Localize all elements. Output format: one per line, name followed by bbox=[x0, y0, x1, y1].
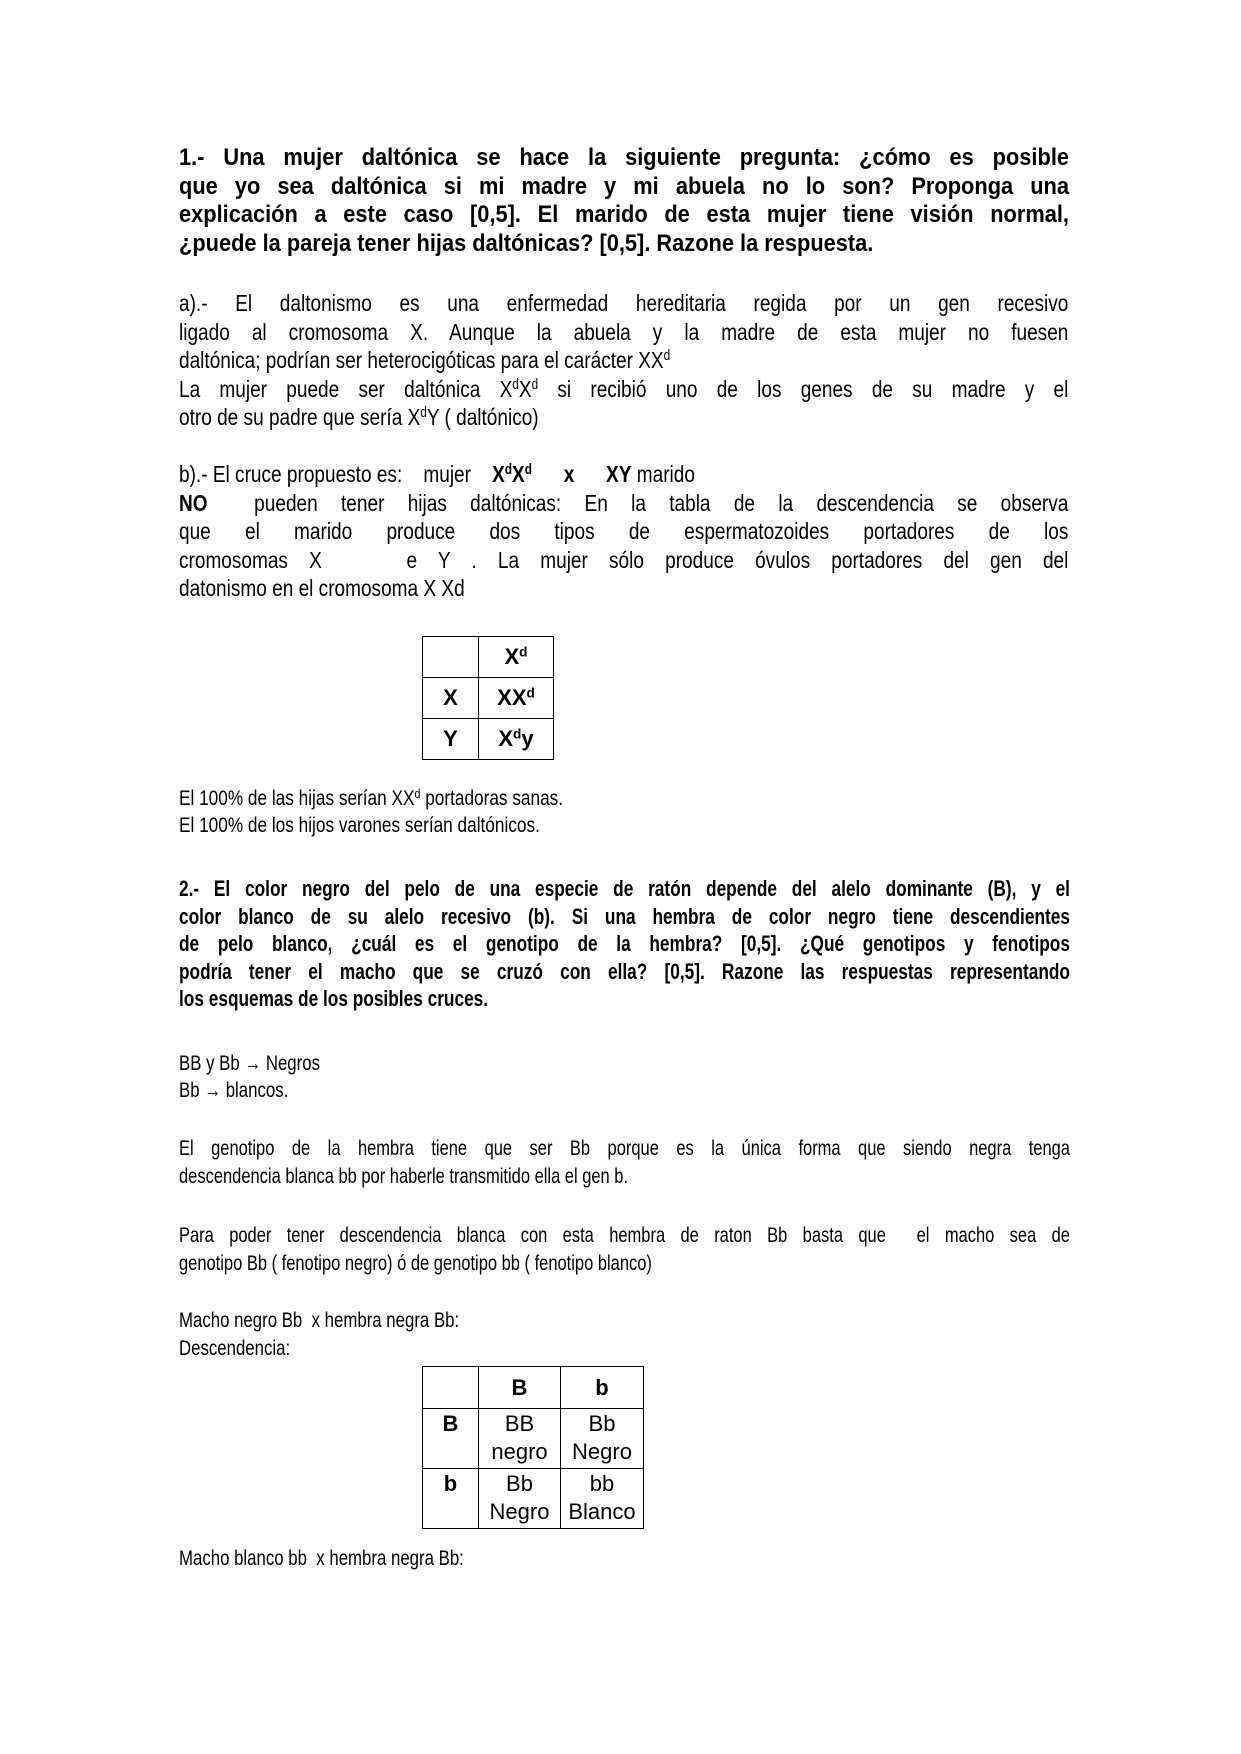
table-header-cell: b bbox=[561, 1367, 644, 1409]
answer-b-line: datonismo en el cromosoma X Xd bbox=[179, 575, 465, 602]
male-genotype: XY bbox=[606, 461, 632, 487]
paragraph-line: Para poder tener descendencia blanca con esta hembra de raton Bb basta que el macho sea de bbox=[179, 1224, 1070, 1247]
male-options-explanation bbox=[179, 1222, 1069, 1277]
paragraph-line: genotipo Bb ( fenotipo negro) ó de genotipo bb ( fenotipo blanco) bbox=[179, 1251, 652, 1275]
question-2-line: los esquemas de los posibles cruces. bbox=[179, 986, 489, 1012]
paragraph-line: descendencia blanca bb por haberle transmitido ella el gen b. bbox=[179, 1164, 629, 1188]
table-cell: Bb Negro bbox=[479, 1469, 561, 1529]
question-1-line: que yo sea daltónica si mi madre y mi abuela no lo son? Proponga una bbox=[179, 172, 1069, 200]
result-line: El 100% de las hijas serían $XX^d$ portadoras sanas. bbox=[179, 785, 564, 810]
question-2 bbox=[179, 875, 1069, 1013]
question-2-line: color blanco de su alelo recesivo (b). Si una hembra de color negro tiene descendientes bbox=[179, 903, 1070, 929]
answer-b-line: cromosomas X e Y . La mujer sólo produce óvulos portadores del gen del bbox=[179, 546, 1069, 573]
arrow-right-icon: → bbox=[244, 1052, 262, 1075]
result-line: El 100% de los hijos varones serían daltónicos. bbox=[179, 814, 540, 837]
genotype-line: BB y Bb → Negros bbox=[179, 1052, 320, 1075]
cross-title: Macho blanco bb x hembra negra Bb: bbox=[179, 1547, 464, 1570]
table-row-header: X bbox=[423, 678, 479, 719]
table-row-header: b bbox=[423, 1469, 479, 1529]
question-2-line: podría tener el macho que se cruzó con ella? [0,5]. Razone las respuestas representando bbox=[179, 958, 1070, 984]
table-cell: $X^dy$ bbox=[479, 719, 554, 760]
table-header-cell: B bbox=[479, 1367, 561, 1409]
arrow-right-icon: → bbox=[204, 1079, 222, 1102]
question-2-line: de pelo blanco, ¿cuál es el genotipo de la hembra? [0,5]. ¿Qué genotipos y fenotipos bbox=[179, 931, 1070, 957]
answer-a bbox=[179, 289, 1069, 432]
female-genotype-explanation bbox=[179, 1135, 1069, 1190]
table-row-header: Y bbox=[423, 719, 479, 760]
table-corner-cell bbox=[423, 1367, 479, 1409]
table-cell: Bb Negro bbox=[561, 1409, 644, 1469]
cross-symbol: x bbox=[563, 461, 575, 487]
cross-2-heading bbox=[179, 1545, 1069, 1573]
female-genotype: $X^dX^d$ bbox=[492, 461, 532, 487]
cross-subtitle: Descendencia: bbox=[179, 1336, 291, 1360]
question-1-line: explicación a este caso [0,5]. El marido de esta mujer tiene visión normal, bbox=[179, 201, 1069, 228]
answer-a-line: daltónica; podrían ser heterocigóticas para el carácter $XX^d$ bbox=[179, 347, 671, 374]
answer-b-line: NO pueden tener hijas daltónicas: En la tabla de la descendencia se observa bbox=[179, 489, 1069, 516]
question-1-line: 1.- Una mujer daltónica se hace la siguiente pregunta: ¿cómo es posible bbox=[179, 144, 1069, 171]
question-2-line: 2.- El color negro del pelo de una especie de ratón depende del alelo dominante (B), y el bbox=[179, 876, 1070, 901]
table-corner-cell bbox=[423, 637, 479, 678]
question-1-line: ¿puede la pareja tener hijas daltónicas? [0,5]. Razone la respuesta. bbox=[179, 229, 874, 257]
table-header-cell: $X^d$ bbox=[479, 637, 554, 678]
punnett-table-1 bbox=[422, 636, 554, 760]
answer-a-line: a).- El daltonismo es una enfermedad hereditaria regida por un gen recesivo bbox=[179, 290, 1069, 316]
punnett-table-2 bbox=[422, 1366, 644, 1529]
result-1 bbox=[179, 785, 1069, 839]
answer-a-line: La mujer puede ser daltónica $X^dX^d$ si recibió uno de los genes de su madre y el bbox=[179, 375, 1069, 402]
question-1 bbox=[179, 144, 1069, 258]
table-row-header: B bbox=[423, 1409, 479, 1469]
answer-a-line: otro de su padre que sería $X^dY$ ( daltónico) bbox=[179, 404, 539, 431]
table-cell: bb Blanco bbox=[561, 1469, 644, 1529]
answer-b-line: que el marido produce dos tipos de espermatozoides portadores de los bbox=[179, 518, 1069, 545]
answer-b-line: b).- El cruce propuesto es: mujer $X^dX^d$ x XY marido bbox=[179, 461, 695, 487]
cross-title: Macho negro Bb x hembra negra Bb: bbox=[179, 1309, 460, 1332]
answer-b bbox=[179, 460, 1069, 603]
table-cell: $XX^d$ bbox=[479, 678, 554, 719]
genotype-line: Bb → blancos. bbox=[179, 1079, 289, 1102]
table-cell: BB negro bbox=[479, 1409, 561, 1469]
cross-1-heading bbox=[179, 1307, 1069, 1362]
paragraph-line: El genotipo de la hembra tiene que ser Bb porque es la única forma que siendo negra tenga bbox=[179, 1137, 1070, 1160]
answer-a-line: ligado al cromosoma X. Aunque la abuela y la madre de esta mujer no fuesen bbox=[179, 318, 1069, 345]
genotype-phenotype-list bbox=[179, 1050, 1069, 1104]
